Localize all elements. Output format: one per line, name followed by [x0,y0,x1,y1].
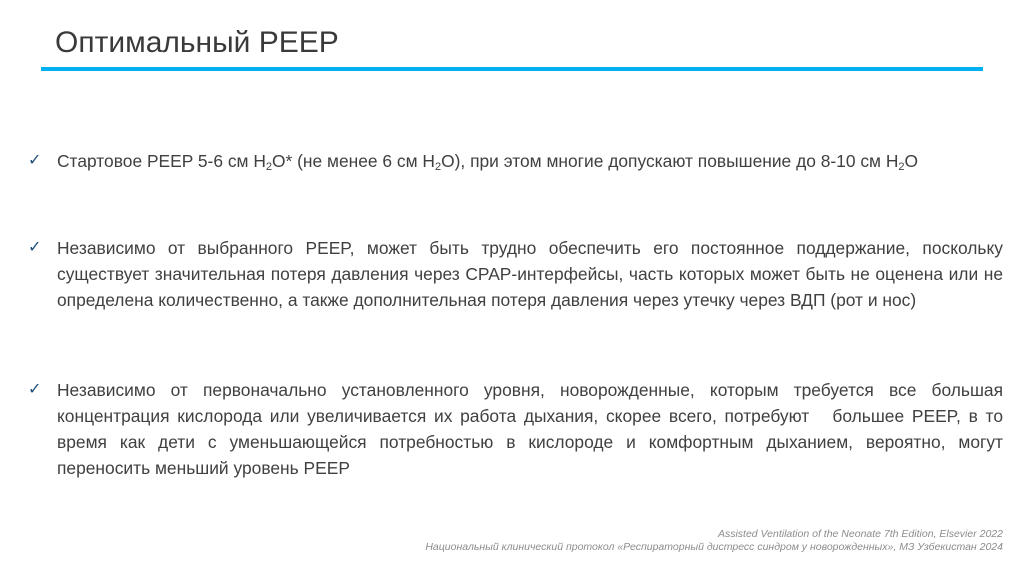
check-icon: ✓ [28,152,42,169]
references [425,528,1003,554]
page-title: Оптимальный PEEP [55,26,339,59]
bullet-text: Независимо от выбранного PEEP, может быть трудно обеспечить его постоянное поддержание, поскольку существует значительная потеря давления через CPAP-интерфейсы, часть которых может быть не оценена или не определена количественно, а также дополнительная потеря давления через утечку через ВДП (рот и нос) [57,238,1003,310]
reference-line: Национальный клинический протокол «Респираторный дистресс синдром у новорожденных», МЗ Узбекистан 2024 [425,541,1003,553]
title-underline [41,67,983,71]
bullet-item [28,235,1003,313]
reference-line: Assisted Ventilation of the Neonate 7th Edition, Elsevier 2022 [717,528,1003,540]
check-icon: ✓ [28,239,42,256]
bullet-item [28,377,1008,481]
check-icon: ✓ [28,381,42,398]
bullet-text: Стартовое PEEP 5-6 см $H_2O*$ (не менее 6 см $H_2O$), при этом многие допускают повышение до 8-10 см $H_2O$ [57,151,919,173]
bullet-item [28,148,1003,174]
bullet-text: Независимо от первоначально установленного уровня, новорожденные, которым требуется все большая концентрация кислорода или увеличивается их работа дыхания, скорее всего, потребуют большее PEEP, в то время как дети с уменьшающейся потребностью в кислороде и комфортным дыханием, вероятно, могут переносить меньший уровень PEEP [57,380,1008,478]
